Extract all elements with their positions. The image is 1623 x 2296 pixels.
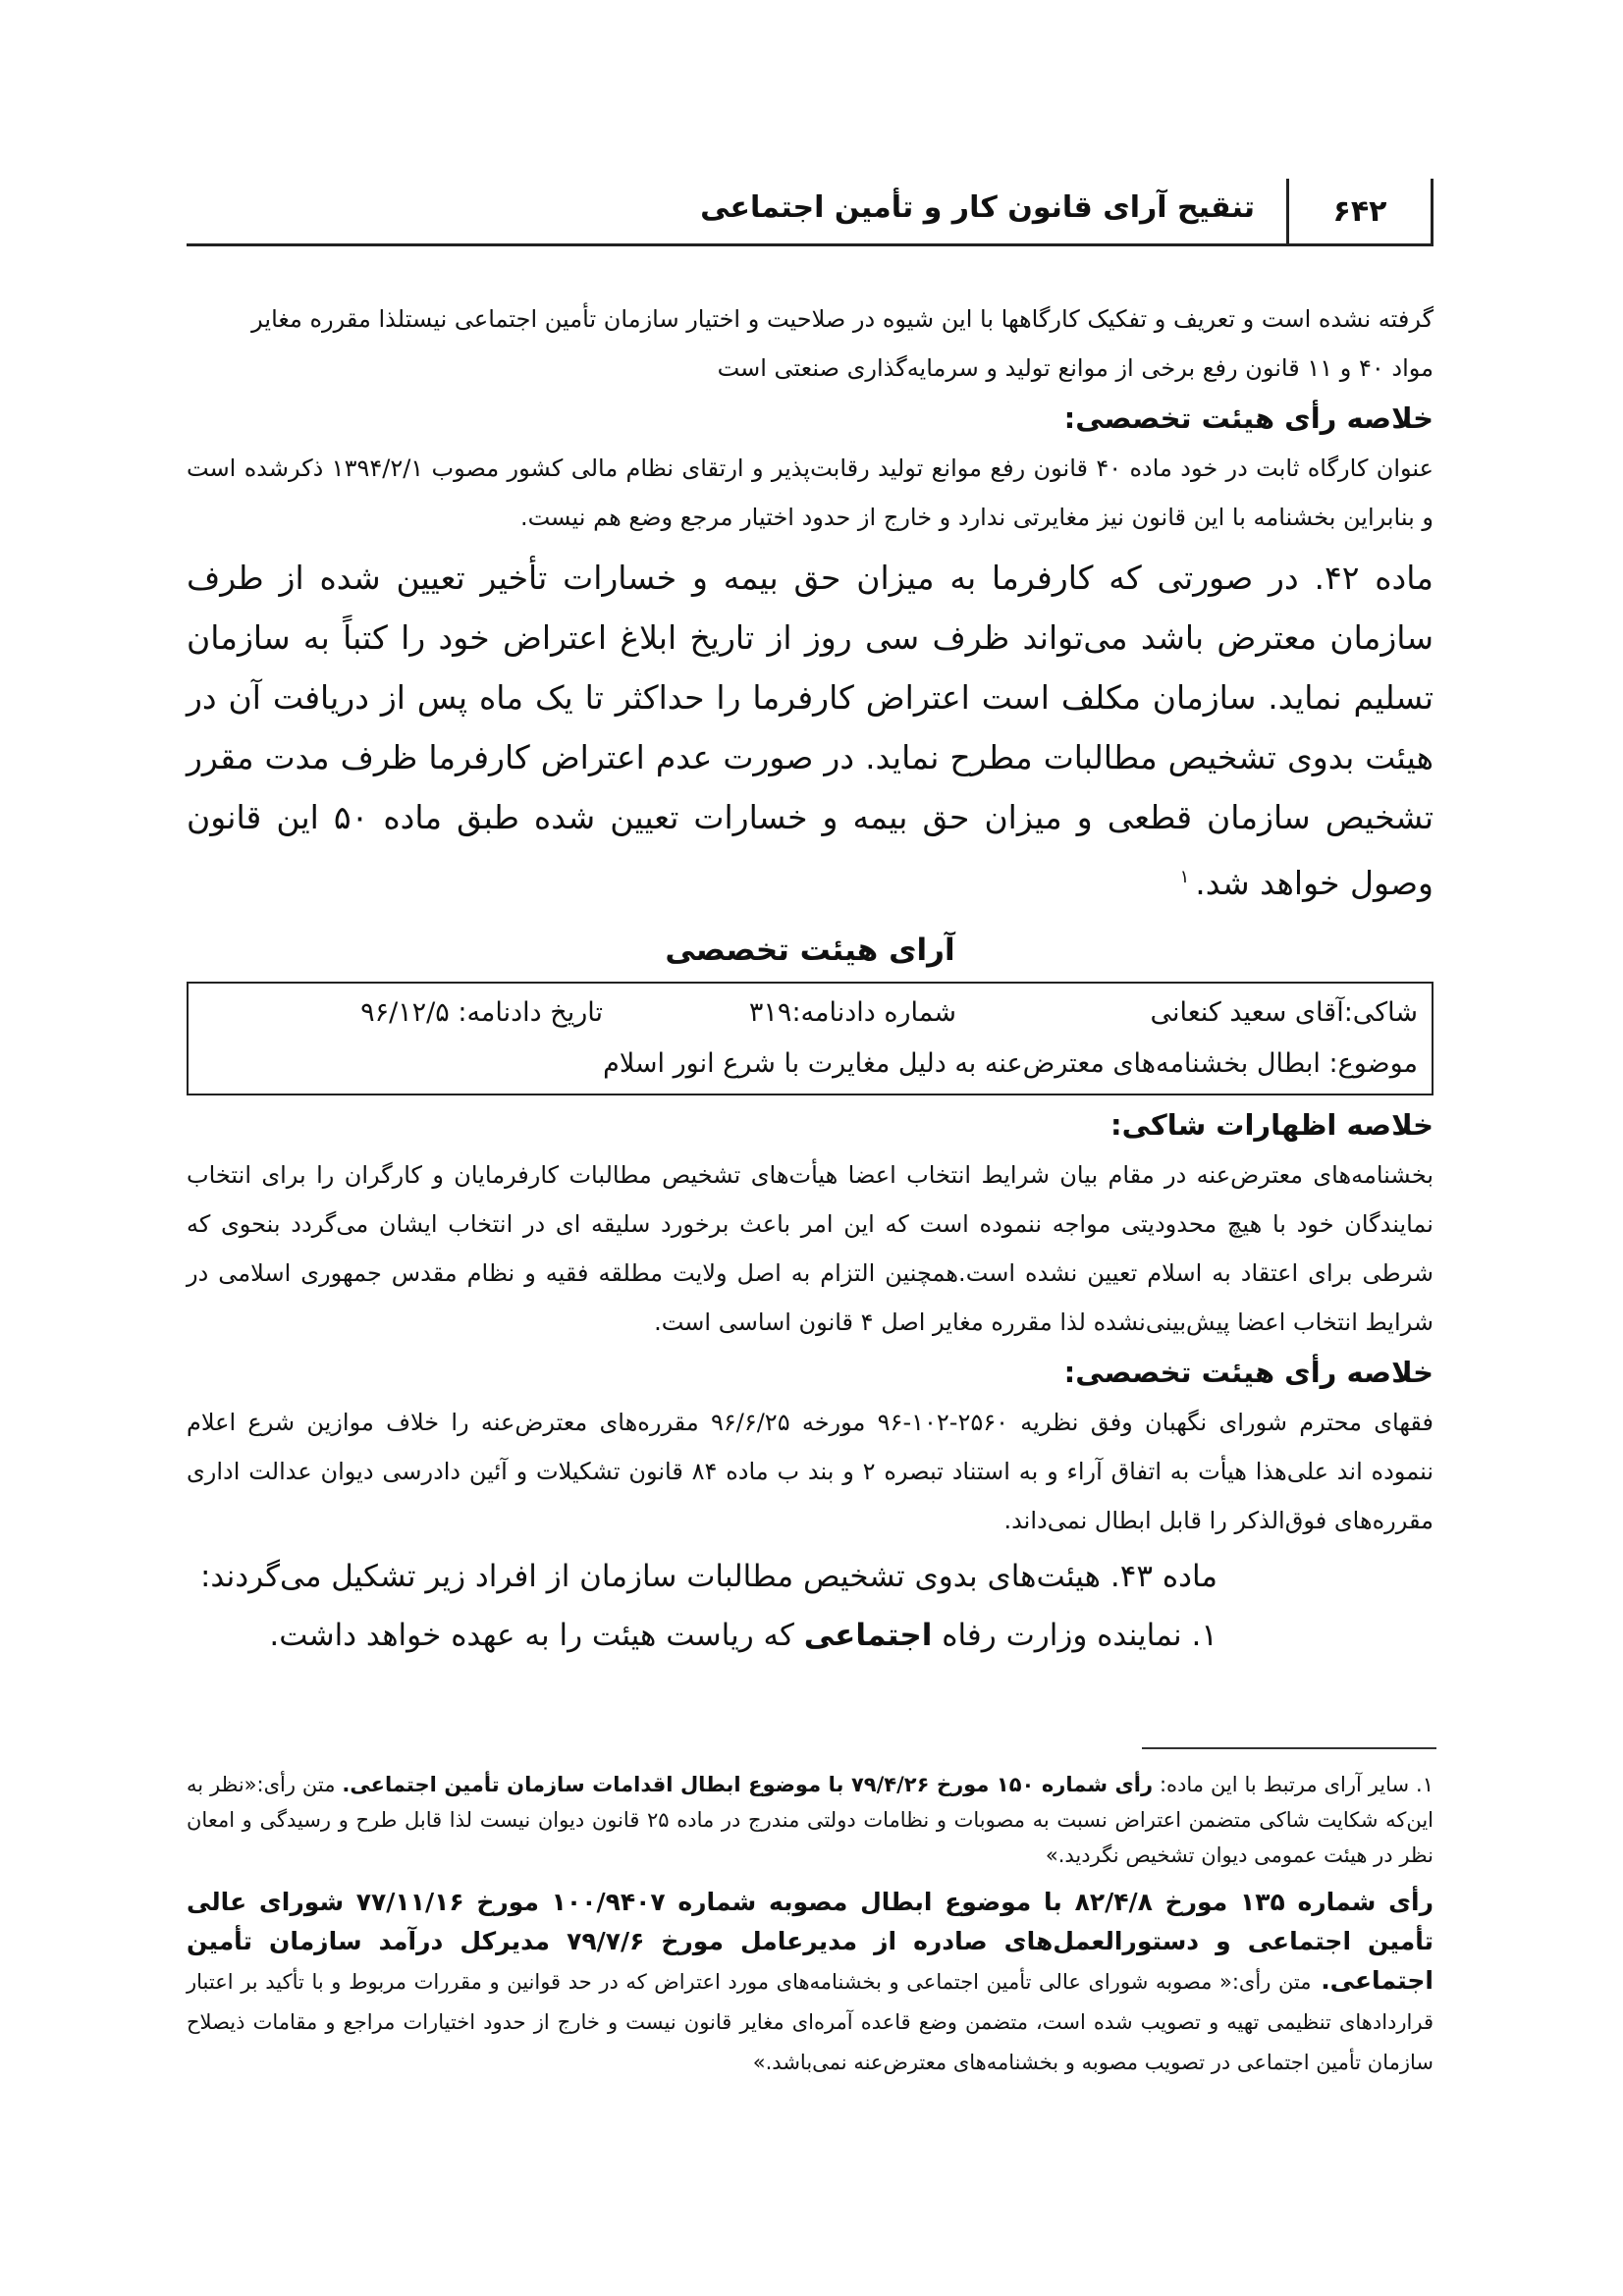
page-header [187,179,1434,246]
heading-claims: خلاصه اظهارات شاکی: [1110,1108,1434,1142]
continuation-line-1: گرفته نشده است و تعریف و تفکیک کارگاهها با این شیوه در صلاحیت و اختیار سازمان تأمین اجتماعی نیستلذا مقرره مغایر [251,305,1434,333]
verdict-subject: موضوع: ابطال بخشنامه‌های معترض‌عنه به دلیل مغایرت با شرع انور اسلام [603,1048,1418,1079]
fn1-prefix: ۱. سایر آرای مرتبط با این ماده: [1159,1773,1434,1796]
claims: بخشنامه‌های معترض‌عنه در مقام بیان شرایط انتخاب اعضا هیأت‌های تشخیص مطالبات کارفرمایان و کارگران را برای انتخاب نمایندگان خود با هیچ محدودیتی مواجه ننموده است که این امر باعث برخورد سلیقه ای در انتخاب ایشان می‌گردد بنحوی که شرطی برای اعتقاد به اسلام تعیین نشده است.همچنین التزام به اصل ولایت مطلقه فقیه و نظام مقدس جمهوری اسلامی در شرایط انتخاب اعضا پیش‌بینی‌نشده لذا مقرره مغایر اصل ۴ قانون اساسی است. [187,1161,1434,1336]
summary-1: عنوان کارگاه ثابت در خود ماده ۴۰ قانون رفع موانع تولید رقابت‌پذیر و ارتقای نظام مالی کشور مصوب ۱۳۹۴/۲/۱ ذکرشده است و بنابراین بخشنامه با این قانون نیز مغایرتی ندارد و خارج از حدود اختیار مرجع وضع هم نیست. [187,454,1434,531]
verdict-info-box [187,982,1434,1095]
article-43: ماده ۴۳. هیئت‌های بدوی تشخیص مطالبات سازمان از افراد زیر تشکیل می‌گردند: [199,1559,1217,1594]
fn2-text: متن رأی:« مصوبه شورای عالی تأمین اجتماعی و بخشنامه‌های مورد اعتراض که در حد قوانین و مقررات مربوط و با تأکید بر اعتبار قراردادهای تنظیمی تهیه و تصویب شده است، متضمن وضع قاعده آمره‌ای مغایر قانون نیست و خارج از حدود اختیارات مراجع و مقامات ذیصلاح سازمان تأمین اجتماعی در تصویب مصوبه و بخشنامه‌های معترض‌عنه نمی‌باشد.» [187,1970,1434,2074]
footnote-2 [187,1883,1434,2082]
heading-summary-1: خلاصه رأی هیئت تخصصی: [1063,401,1434,435]
main-content [187,294,1434,1663]
item-1-suffix: که ریاست هیئت را به عهده خواهد داشت. [269,1618,794,1653]
article-43-item-1 [187,1608,1434,1663]
section-title: آرای هیئت تخصصی [665,933,955,968]
running-title: تنقیح آرای قانون کار و تأمین اجتماعی [700,190,1255,225]
fn1-text: متن رأی:«نظر به این‌که شکایت شاکی متضمن اعتراض نسبت به مصوبات و نظامات دولتی مندرج در ماده ۲۵ قانون دیوان نیست لذا قابل طرح و رسیدگی و امعان نظر در هیئت عمومی دیوان تشخیص نگردید.» [187,1773,1434,1867]
page-number: ۶۴۲ [1286,179,1434,243]
verdict-date: تاریخ دادنامه: ۹۶/۱۲/۵ [360,997,603,1028]
continuation-line-2: مواد ۴۰ و ۱۱ قانون رفع برخی از موانع تولید و سرمایه‌گذاری صنعتی است [717,354,1434,382]
heading-summary-2: خلاصه رأی هیئت تخصصی: [1063,1356,1434,1389]
footnote-ref-1: ۱ [1179,867,1190,887]
article-42 [187,548,1434,913]
plaintiff: شاکی:آقای سعید کنعانی [1150,997,1418,1028]
summary-2: فقهای محترم شورای نگهبان وفق نظریه ۲۵۶۰-۱۰۲-۹۶ مورخه ۹۶/۶/۲۵ مقرره‌های معترض‌عنه را خلاف موازین شرع اعلام ننموده اند علی‌هذا هیأت به اتفاق آراء و به استناد تبصره ۲ و بند ب ماده ۸۴ قانون تشکیلات و آئین دادرسی دیوان عدالت اداری مقرره‌های فوق‌الذکر را قابل ابطال نمی‌داند. [187,1409,1434,1534]
verdict-info-row [202,988,1418,1039]
verdict-number: شماره دادنامه:۳۱۹ [748,997,956,1028]
item-1-bold: اجتماعی [803,1618,933,1653]
fn1-bold: رأی شماره ۱۵۰ مورخ ۷۹/۴/۲۶ با موضوع ابطال اقدامات سازمان تأمین اجتماعی. [342,1773,1154,1796]
footnote-divider [1142,1747,1436,1749]
item-1-prefix: ۱. نماینده وزارت رفاه [942,1618,1217,1653]
article-42-text: ماده ۴۲. در صورتی که کارفرما به میزان حق بیمه و خسارات تأخیر تعیین شده از طرف سازمان معترض باشد می‌تواند ظرف سی روز از تاریخ ابلاغ اعتراض خود را کتباً به سازمان تسلیم نماید. سازمان مکلف است اعتراض کارفرما را حداکثر تا یک ماه پس از دریافت آن در هیئت بدوی تشخیص مطالبات مطرح نماید. در صورت عدم اعتراض کارفرما ظرف مدت مقرر تشخیص سازمان قطعی و میزان حق بیمه و خسارات تعیین شده طبق ماده ۵۰ این قانون وصول خواهد شد. [187,559,1434,902]
footnote-1 [187,1767,1434,1873]
fn2-bold: رأی شماره ۱۳۵ مورخ ۸۲/۴/۸ با موضوع ابطال مصوبه شماره ۱۰۰/۹۴۰۷ مورخ ۷۷/۱۱/۱۶ شورای عالی تأمین اجتماعی و دستورالعمل‌های صادره از مدیرعامل مورخ ۷۹/۷/۶ مدیرکل درآمد سازمان تأمین اجتماعی. [187,1888,1434,1995]
footnotes [187,1767,1434,2082]
